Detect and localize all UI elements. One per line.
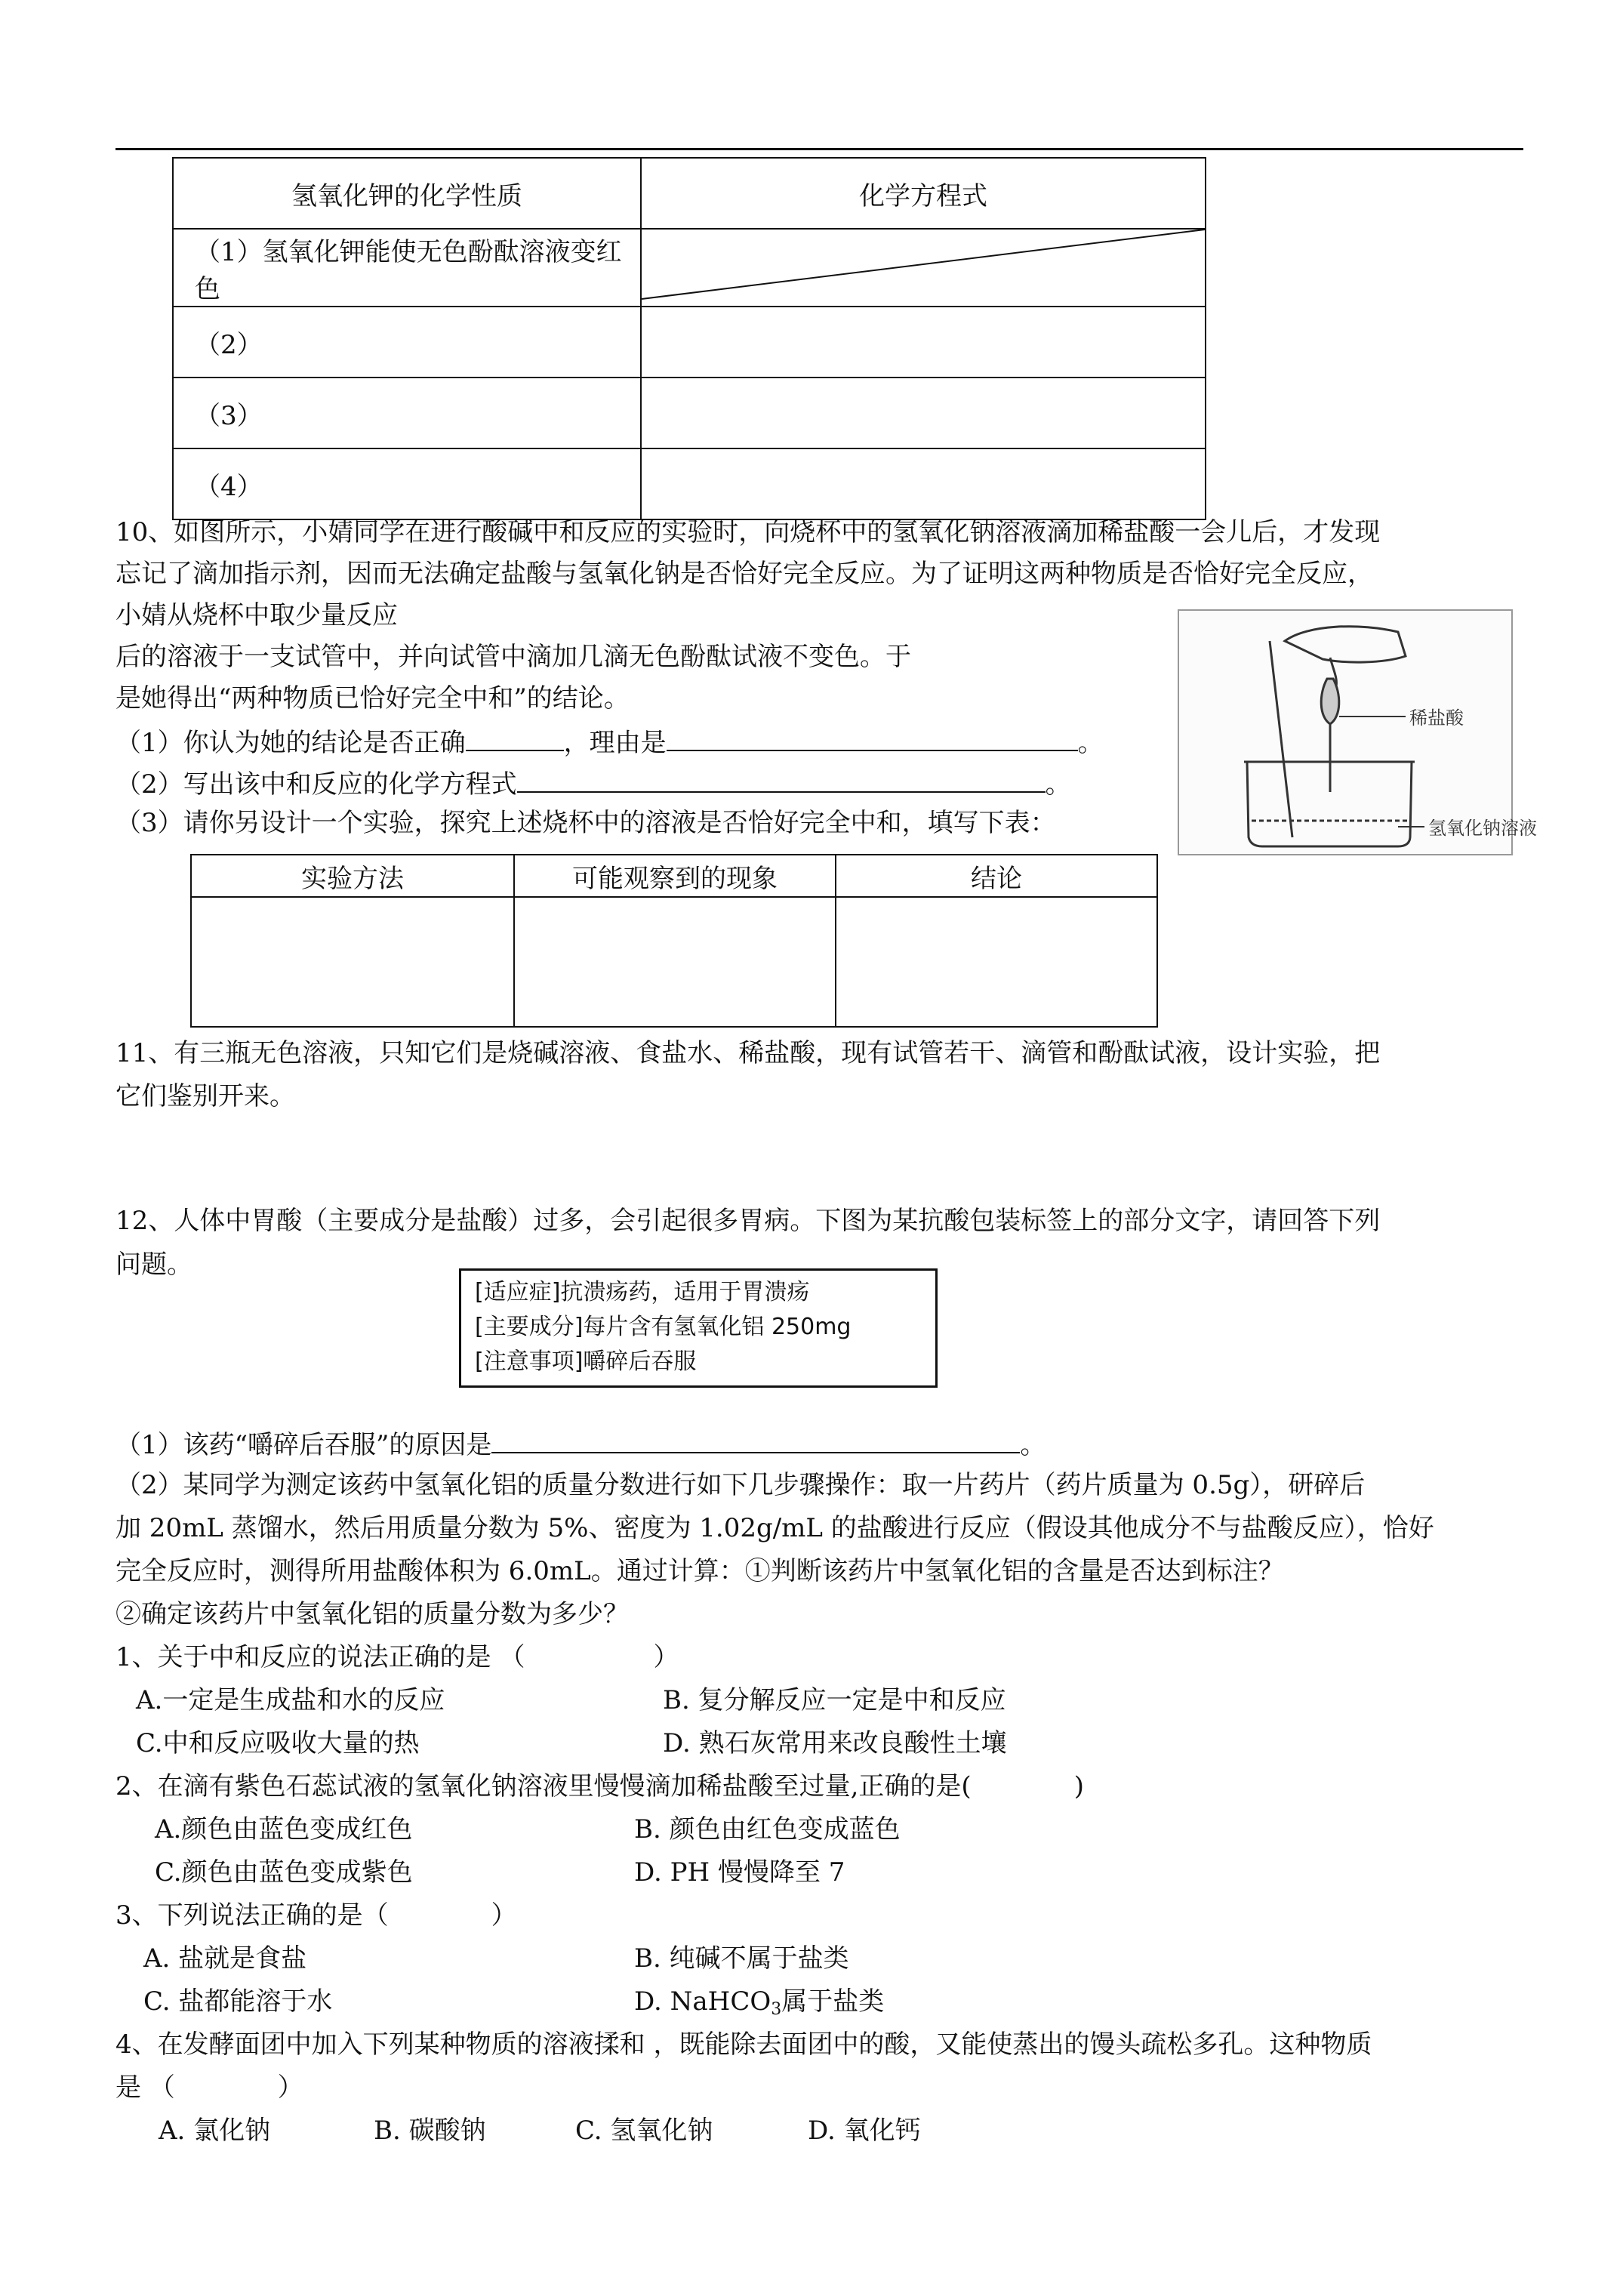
label-caution: [注意事项]嚼碎后吞服	[475, 1348, 697, 1375]
mc4-option-d[interactable]: D. 氧化钙	[808, 2116, 921, 2146]
mc3-stem: 3、下列说法正确的是（ ）	[115, 1900, 517, 1931]
mc4-stem-line2: 是 （ ）	[115, 2073, 303, 2103]
answer-blank[interactable]	[466, 727, 564, 751]
answer-cell[interactable]	[836, 897, 1157, 1027]
mc1-option-a[interactable]: A.一定是生成盐和水的反应	[136, 1685, 445, 1715]
table-row	[173, 378, 1206, 448]
table-row	[173, 448, 1206, 519]
answer-cell[interactable]	[191, 897, 514, 1027]
property-cell: （2）	[173, 307, 641, 378]
equation-cell[interactable]	[641, 378, 1206, 448]
equation-cell-crossed	[641, 229, 1206, 307]
q10-line2: 忘记了滴加指示剂，因而无法确定盐酸与氢氧化钠是否恰好完全反应。为了证明这两种物质是否恰好完全反应，	[115, 559, 1373, 589]
mc4-option-a[interactable]: A. 氯化钠	[159, 2116, 271, 2146]
q10-line1: 10、如图所示，小婧同学在进行酸碱中和反应的实验时，向烧杯中的氢氧化钠溶液滴加稀盐酸一会儿后，才发现	[115, 517, 1381, 547]
header-conclusion: 结论	[836, 855, 1157, 897]
mc3-option-b[interactable]: B. 纯碱不属于盐类	[634, 1943, 849, 1974]
label-ingredient: [主要成分]每片含有氢氧化铝 250mg	[475, 1314, 852, 1340]
header-phenomenon: 可能观察到的现象	[514, 855, 836, 897]
mc1-stem: 1、关于中和反应的说法正确的是 （ ）	[115, 1642, 679, 1672]
q10-part2: （2）写出该中和反应的化学方程式 。	[115, 769, 1071, 800]
q10-part1: （1）你认为她的结论是否正确 ，理由是 。	[115, 728, 1104, 758]
label-naoh-solution: 氢氧化钠溶液	[1428, 818, 1537, 839]
mc3-option-c[interactable]: C. 盐都能溶于水	[143, 1986, 333, 2017]
q12-part2-line4: ②确定该药片中氢氧化铝的质量分数为多少？	[115, 1599, 629, 1629]
q12-line1: 12、人体中胃酸（主要成分是盐酸）过多，会引起很多胃病。下图为某抗酸包装标签上的部分文字，请回答下列	[115, 1206, 1381, 1236]
diagonal-strike	[642, 230, 1205, 299]
table-row	[191, 897, 1157, 1027]
experiment-table	[190, 854, 1158, 1028]
answer-blank[interactable]	[491, 1429, 1020, 1453]
mc1-option-b[interactable]: B. 复分解反应一定是中和反应	[663, 1685, 1006, 1715]
medicine-label	[459, 1268, 938, 1388]
property-cell: （4）	[173, 448, 641, 519]
mc3-option-a[interactable]: A. 盐就是食盐	[143, 1943, 307, 1974]
equation-cell[interactable]	[641, 307, 1206, 378]
q10-line5: 是她得出“两种物质已恰好完全中和”的结论。	[115, 683, 630, 713]
header-method: 实验方法	[191, 855, 514, 897]
q11-line2: 它们鉴别开来。	[115, 1081, 295, 1111]
q12-part2-line1: （2）某同学为测定该药中氢氧化铝的质量分数进行如下几步骤操作：取一片药片（药片质量为 0.5g），研碎后	[115, 1470, 1366, 1500]
mc4-option-b[interactable]: B. 碳酸钠	[374, 2116, 486, 2146]
answer-cell[interactable]	[514, 897, 836, 1027]
answer-blank[interactable]	[667, 727, 1078, 751]
mc2-option-d[interactable]: D. PH 慢慢降至 7	[634, 1857, 845, 1888]
mc3-option-d[interactable]: D. NaHCO$_3$属于盐类	[634, 1986, 885, 2019]
mc2-option-b[interactable]: B. 颜色由红色变成蓝色	[634, 1814, 901, 1845]
table-header-row	[173, 158, 1206, 229]
label-indication: [适应症]抗溃疡药，适用于胃溃疡	[475, 1279, 810, 1305]
mc2-stem: 2、在滴有紫色石蕊试液的氢氧化钠溶液里慢慢滴加稀盐酸至过量,正确的是( )	[115, 1771, 1084, 1801]
header-equation: 化学方程式	[641, 158, 1206, 229]
q10-part3: （3）请你另设计一个实验，探究上述烧杯中的溶液是否恰好完全中和，填写下表：	[115, 808, 1056, 838]
q12-part2-line2: 加 20mL 蒸馏水，然后用质量分数为 5%、密度为 1.02g/mL 的盐酸进行反应（假设其他成分不与盐酸反应），恰好	[115, 1513, 1434, 1543]
table-row	[173, 307, 1206, 378]
header-property: 氢氧化钾的化学性质	[173, 158, 641, 229]
q11-line1: 11、有三瓶无色溶液，只知它们是烧碱溶液、食盐水、稀盐酸，现有试管若干、滴管和酚酞试液，设计实验，把	[115, 1038, 1381, 1068]
koh-properties-table	[172, 157, 1206, 520]
top-rule	[115, 148, 1523, 150]
property-cell: （1）氢氧化钾能使无色酚酞溶液变红色	[173, 229, 641, 307]
table-header-row	[191, 855, 1157, 897]
q10-line4: 后的溶液于一支试管中，并向试管中滴加几滴无色酚酞试液不变色。于	[115, 642, 911, 672]
table-row	[173, 229, 1206, 307]
beaker-figure	[1178, 609, 1537, 855]
q12-part2-line3: 完全反应时，测得所用盐酸体积为 6.0mL。通过计算：①判断该药片中氢氧化铝的含量是否达到标注？	[115, 1556, 1284, 1586]
mc1-option-d[interactable]: D. 熟石灰常用来改良酸性土壤	[663, 1728, 1007, 1758]
mc4-option-c[interactable]: C. 氢氧化钠	[575, 2116, 713, 2146]
answer-blank[interactable]	[517, 769, 1046, 793]
mc1-option-c[interactable]: C.中和反应吸收大量的热	[136, 1728, 420, 1758]
property-cell: （3）	[173, 378, 641, 448]
mc4-stem-line1: 4、在发酵面团中加入下列某种物质的溶液揉和 ，既能除去面团中的酸，又能使蒸出的馒头疏松多孔。这种物质	[115, 2029, 1372, 2060]
equation-cell[interactable]	[641, 448, 1206, 519]
mc2-option-a[interactable]: A.颜色由蓝色变成红色	[155, 1814, 413, 1845]
q12-part1: （1）该药“嚼碎后吞服”的原因是 。	[115, 1430, 1046, 1460]
q10-line3: 小婧从烧杯中取少量反应	[115, 600, 398, 630]
beaker-illustration	[1179, 611, 1537, 854]
mc2-option-c[interactable]: C.颜色由蓝色变成紫色	[155, 1857, 413, 1888]
label-dilute-hcl: 稀盐酸	[1409, 707, 1464, 729]
q12-line2: 问题。	[115, 1250, 192, 1280]
